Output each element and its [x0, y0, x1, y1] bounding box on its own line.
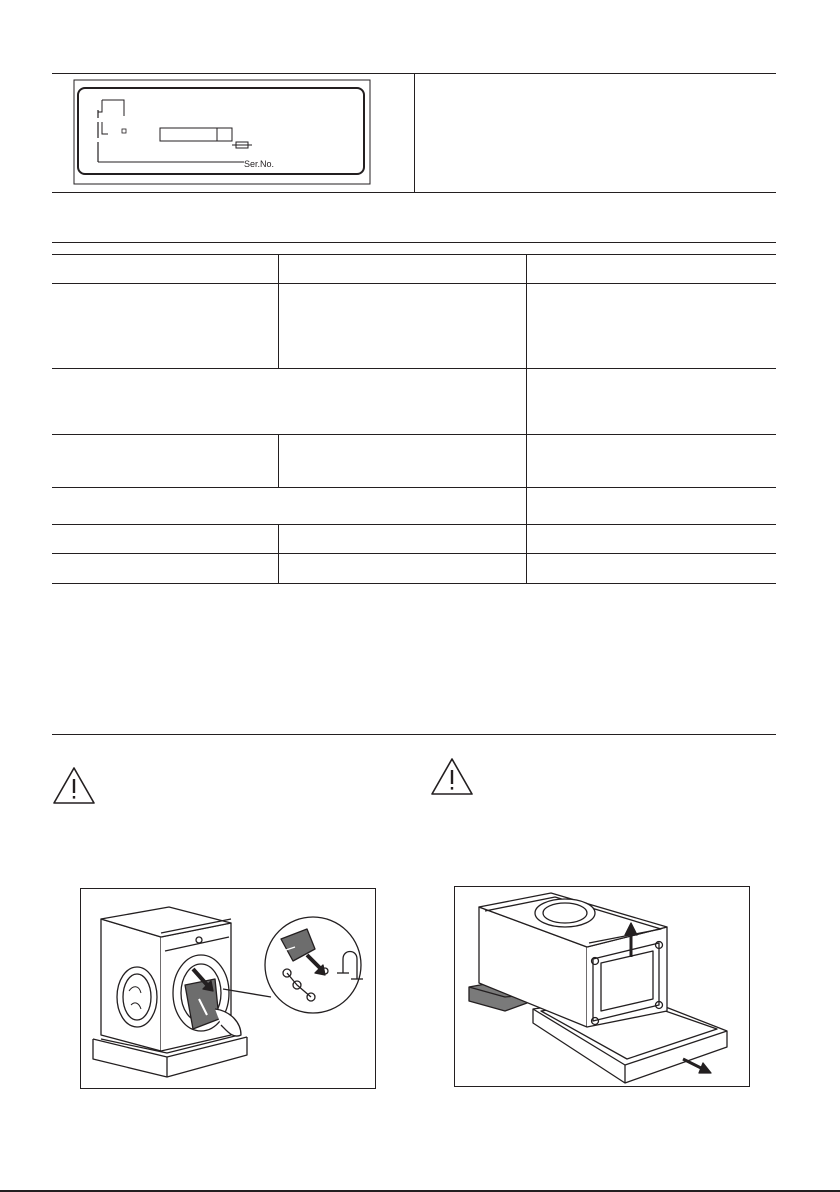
- table-row-3: [52, 368, 776, 369]
- warning-triangle-icon: [430, 757, 474, 797]
- table-row-2: [52, 283, 776, 284]
- table-row-5: [52, 487, 776, 488]
- table-col-sep-2e: [526, 524, 527, 583]
- rating-plate-drawing: [66, 78, 376, 188]
- plate-divider: [414, 73, 415, 193]
- table-row-6: [52, 524, 776, 525]
- table-bottom-rule: [52, 583, 776, 584]
- table-col-sep-2b: [526, 368, 527, 434]
- table-row-1: [52, 254, 776, 255]
- warning-triangle-icon: [52, 766, 96, 806]
- table-row-4: [52, 434, 776, 435]
- figure-remove-transit-bag: [80, 888, 376, 1089]
- serial-number-label: Ser.No.: [244, 159, 275, 169]
- table-top-rule: [52, 242, 776, 243]
- table-col-sep-2c: [526, 434, 527, 487]
- figure-lift-off-base: [454, 886, 750, 1087]
- table-col-sep-1c: [278, 434, 279, 487]
- table-col-sep-2d: [526, 487, 527, 524]
- table-col-sep-2a: [526, 254, 527, 368]
- top-section-bottom-rule: [52, 192, 776, 193]
- table-col-sep-1a: [278, 254, 279, 368]
- section-rule: [52, 734, 776, 735]
- table-row-7: [52, 553, 776, 554]
- table-col-sep-1e: [278, 524, 279, 583]
